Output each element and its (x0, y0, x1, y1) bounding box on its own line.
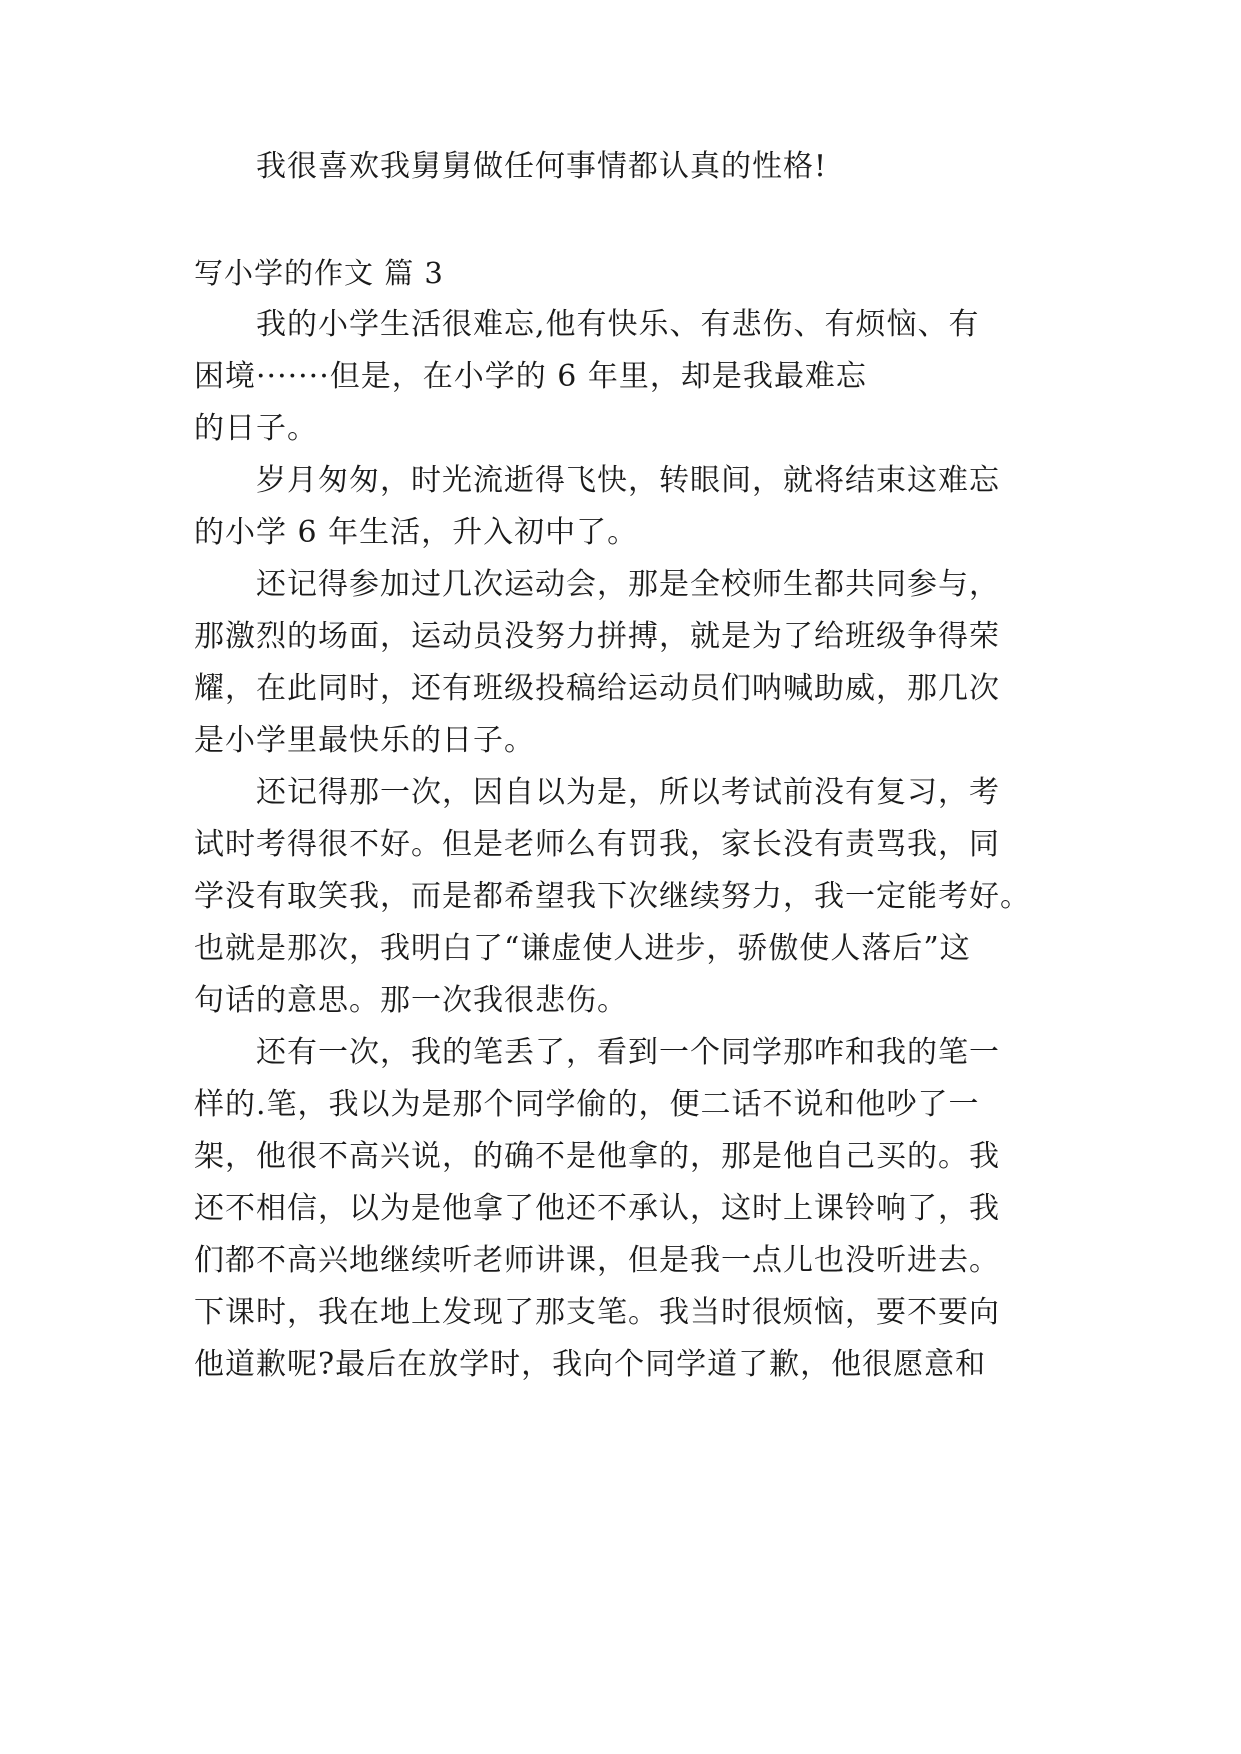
paragraph-line: 还有一次，我的笔丢了，看到一个同学那咋和我的笔一 (256, 1035, 1000, 1070)
paragraph-line: 岁月匆匆，时光流逝得飞快，转眼间，就将结束这难忘 (256, 463, 1000, 498)
paragraph-line: 的日子。 (194, 411, 318, 446)
paragraph-line: 那激烈的场面，运动员没努力拼搏，就是为了给班级争得荣 (194, 619, 1000, 654)
paragraph-line: 架，他很不高兴说，的确不是他拿的，那是他自己买的。我 (194, 1139, 1000, 1174)
paragraph-line: 还记得那一次，因自以为是，所以考试前没有复习，考 (256, 775, 1000, 810)
paragraph-line: 们都不高兴地继续听老师讲课，但是我一点儿也没听进去。 (194, 1243, 1000, 1278)
paragraph-line: 样的.笔，我以为是那个同学偷的，便二话不说和他吵了一 (194, 1087, 980, 1122)
paragraph-line: 困境·······但是，在小学的 6 年里，却是我最难忘 (194, 359, 867, 394)
paragraph-line: 试时考得很不好。但是老师么有罚我，家长没有责骂我，同 (194, 827, 1000, 862)
paragraph-line: 下课时，我在地上发现了那支笔。我当时很烦恼，要不要向 (194, 1295, 1000, 1330)
paragraph-line: 我的小学生活很难忘,他有快乐、有悲伤、有烦恼、有 (256, 307, 980, 342)
paragraph-line: 的小学 6 年生活，升入初中了。 (194, 515, 639, 550)
paragraph-line: 是小学里最快乐的日子。 (194, 723, 535, 758)
paragraph-line: 还不相信，以为是他拿了他还不承认，这时上课铃响了，我 (194, 1191, 1000, 1226)
paragraph-line: 我很喜欢我舅舅做任何事情都认真的性格! (256, 149, 828, 184)
paragraph-line: 学没有取笑我，而是都希望我下次继续努力，我一定能考好。 (194, 879, 1031, 914)
paragraph-line: 他道歉呢?最后在放学时，我向个同学道了歉，他很愿意和 (194, 1347, 987, 1382)
section-title: 写小学的作文 篇 3 (194, 256, 444, 290)
paragraph-line: 耀，在此同时，还有班级投稿给运动员们呐喊助威，那几次 (194, 671, 1000, 706)
paragraph-line: 还记得参加过几次运动会，那是全校师生都共同参与， (256, 567, 1000, 602)
paragraph-line: 也就是那次，我明白了“谦虚使人进步，骄傲使人落后”这 (194, 931, 971, 966)
paragraph-line: 句话的意思。那一次我很悲伤。 (194, 983, 628, 1018)
